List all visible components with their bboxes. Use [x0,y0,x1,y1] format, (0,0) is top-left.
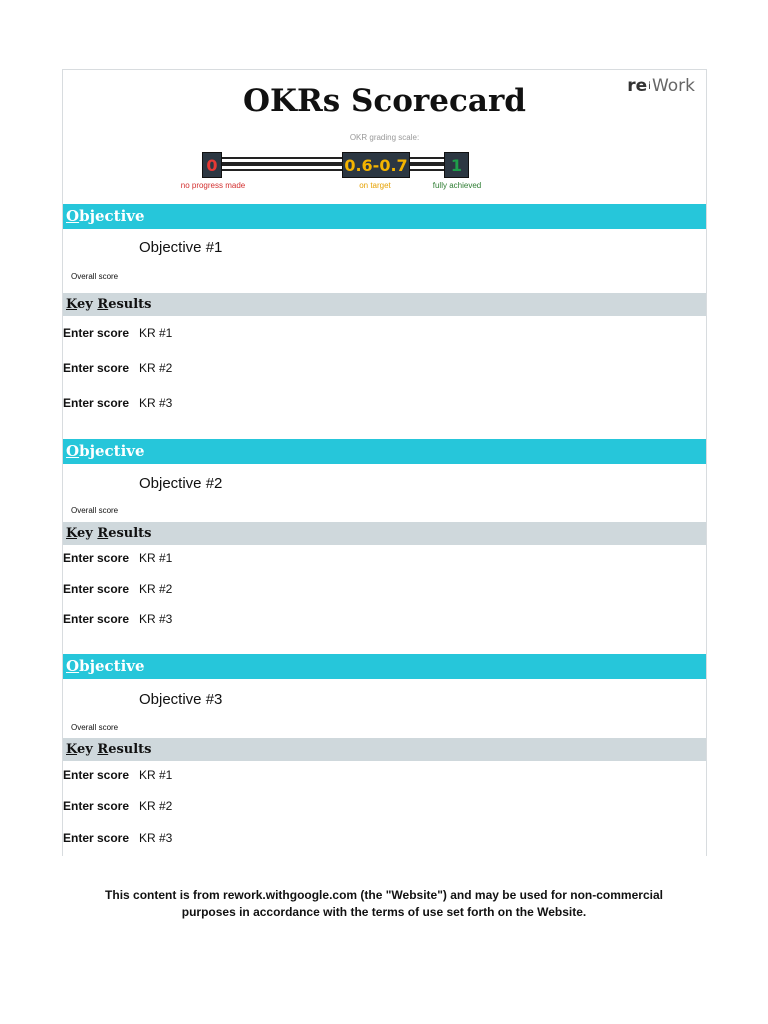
objective-header: Objective [63,439,706,464]
scale-high-caption: fully achieved [432,181,482,190]
grading-scale-label: OKR grading scale: [349,133,420,142]
scale-rail-left-top [220,157,342,164]
key-results-header: Key Results [63,522,706,545]
scale-high-box: 1 [444,152,469,178]
rework-logo: reiWork [627,76,695,96]
enter-score-field[interactable]: Enter score [63,551,130,565]
key-results-header: Key Results [63,738,706,761]
enter-score-field[interactable]: Enter score [63,612,130,626]
objective-header: Objective [63,654,706,679]
scale-rail-right-top [408,157,444,164]
footer-line: This content is from rework.withgoogle.com (the "Website") and may be used for non-commercial [105,888,663,902]
kr-label: KR #3 [139,612,173,626]
scorecard-sheet [62,69,707,856]
objective-name[interactable]: Objective #3 [139,691,223,708]
enter-score-field[interactable]: Enter score [63,831,130,845]
kr-label: KR #3 [139,831,173,845]
enter-score-field[interactable]: Enter score [63,799,130,813]
kr-label: KR #2 [139,799,173,813]
overall-score-label: Overall score [71,272,119,281]
overall-score-label: Overall score [71,506,119,515]
scale-rail-left-bottom [220,164,342,171]
enter-score-field[interactable]: Enter score [63,768,130,782]
kr-label: KR #1 [139,768,173,782]
kr-label: KR #1 [139,551,173,565]
kr-label: KR #2 [139,361,173,375]
kr-label: KR #3 [139,396,173,410]
scale-target-box: 0.6-0.7 [342,152,410,178]
scale-low-box: 0 [202,152,222,178]
kr-label: KR #1 [139,326,173,340]
scale-target-caption: on target [359,181,391,190]
enter-score-field[interactable]: Enter score [63,396,130,410]
overall-score-label: Overall score [71,723,119,732]
scale-rail-right-bottom [408,164,444,171]
enter-score-field[interactable]: Enter score [63,582,130,596]
enter-score-field[interactable]: Enter score [63,361,130,375]
footer-line: purposes in accordance with the terms of use set forth on the Website. [181,905,587,919]
footer-notice [0,887,768,921]
objective-name[interactable]: Objective #1 [139,239,223,256]
enter-score-field[interactable]: Enter score [63,326,130,340]
key-results-header: Key Results [63,293,706,316]
objective-header: Objective [63,204,706,229]
page-title: OKRs Scorecard [243,83,526,119]
kr-label: KR #2 [139,582,173,596]
scale-low-caption: no progress made [180,181,246,190]
objective-name[interactable]: Objective #2 [139,475,223,492]
